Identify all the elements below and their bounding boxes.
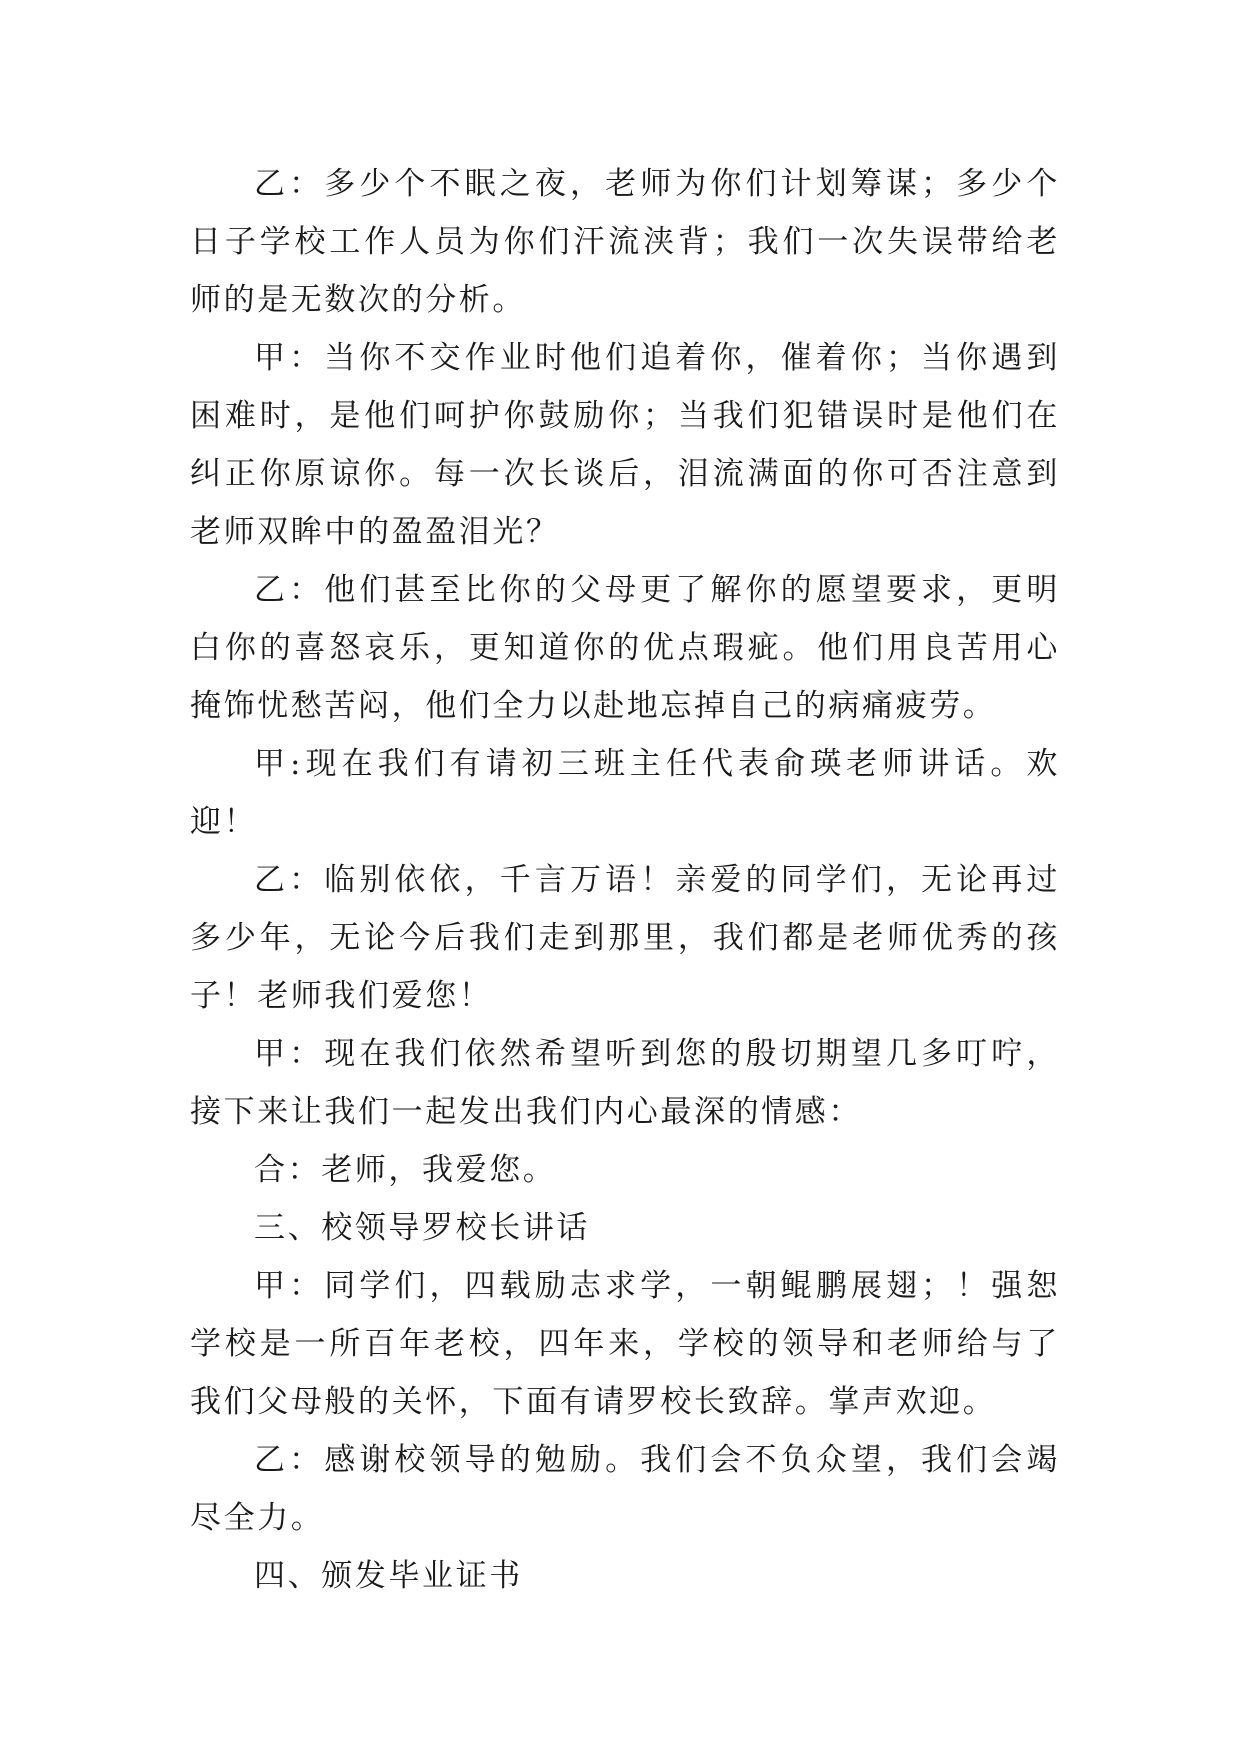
paragraph-yi-teachers-sleepless-nights: 乙：多少个不眠之夜，老师为你们计划筹谋；多少个日子学校工作人员为你们汗流浃背；我们一次失误带给老师的是无数次的分析。 — [190, 166, 1060, 318]
section-heading-principal-speech: 三、校领导罗校长讲话 — [254, 1210, 590, 1246]
paragraph-jia-express-feelings: 甲：现在我们依然希望听到您的殷切期望几多叮咛，接下来让我们一起发出我们内心最深的情感： — [190, 1036, 1060, 1130]
paragraph-jia-teachers-care: 甲：当你不交作业时他们追着你，催着你；当你遇到困难时，是他们呵护你鼓励你；当我们犯错误时是他们在纠正你原谅你。每一次长谈后，泪流满面的你可否注意到老师双眸中的盈盈泪光？ — [190, 340, 1060, 550]
paragraph-yi-thanks-leaders: 乙：感谢校领导的勉励。我们会不负众望，我们会竭尽全力。 — [190, 1442, 1060, 1536]
paragraph-yi-teachers-understanding: 乙：他们甚至比你的父母更了解你的愿望要求，更明白你的喜怒哀乐，更知道你的优点瑕疵。他们用良苦用心掩饰忧愁苦闷，他们全力以赴地忘掉自己的病痛疲劳。 — [190, 572, 1060, 724]
paragraph-jia-invite-principal: 甲：同学们，四载励志求学，一朝鲲鹏展翅；！强恕学校是一所百年老校，四年来，学校的领导和老师给与了我们父母般的关怀，下面有请罗校长致辞。掌声欢迎。 — [190, 1268, 1060, 1420]
paragraph-jia-invite-teacher-speech: 甲:现在我们有请初三班主任代表俞瑛老师讲话。欢迎！ — [190, 746, 1060, 840]
paragraph-together-love-teacher: 合：老师，我爱您。 — [254, 1152, 557, 1188]
document-body — [190, 155, 1060, 1605]
paragraph-yi-farewell: 乙：临别依依，千言万语！亲爱的同学们，无论再过多少年，无论今后我们走到那里，我们都是老师优秀的孩子！老师我们爱您！ — [190, 862, 1060, 1014]
section-heading-certificates: 四、颁发毕业证书 — [254, 1558, 523, 1594]
